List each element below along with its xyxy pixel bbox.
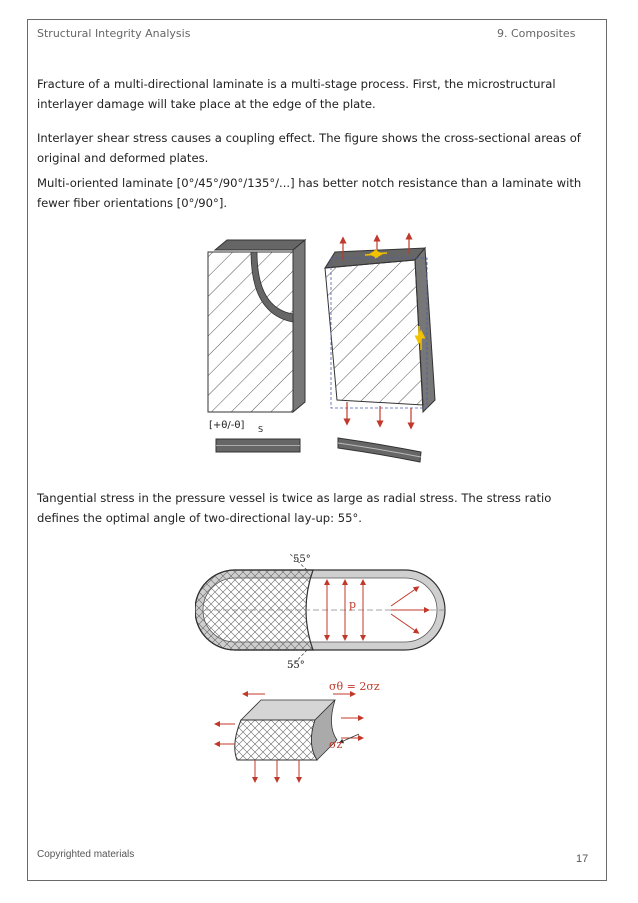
paragraph-multi-oriented: Multi-oriented laminate [0°/45°/90°/135°/...] has better notch resistance than a laminate with fewer fiber orientations [0°/90°]. (37, 176, 582, 210)
stress-element (235, 700, 337, 760)
paragraph-fracture: Fracture of a multi-directional laminate is a multi-stage process. First, the microstructural interlayer damage will take place at the edge of the plate. (37, 77, 556, 111)
ply-label-sub: S (258, 425, 264, 434)
ply-label: [+θ/-θ] (209, 420, 245, 431)
paragraph-pressure-vessel: Tangential stress in the pressure vessel is twice as large as radial stress. The stress ratio defines the optimal angle of two-directional lay-up: 55°. (37, 491, 552, 525)
original-plate (208, 240, 305, 412)
axial-stress-label: σz (329, 738, 343, 751)
angle-top-label: 55° (293, 554, 311, 565)
paragraph-interlayer: Interlayer shear stress causes a coupling effect. The figure shows the cross-sectional areas of original and deformed plates. (37, 131, 581, 165)
header-title: Structural Integrity Analysis (37, 27, 191, 40)
pressure-vessel-figure (195, 548, 453, 813)
angle-bottom-label: 55° (287, 660, 305, 671)
header-chapter: 9. Composites (497, 27, 576, 40)
deformed-cross-section (338, 438, 421, 462)
pressure-label: p (349, 598, 357, 611)
laminate-figure (195, 230, 450, 465)
stress-ratio-label: σθ = 2σz (329, 680, 380, 693)
page-number: 17 (576, 853, 589, 865)
footer-copyright: Copyrighted materials (37, 849, 135, 860)
